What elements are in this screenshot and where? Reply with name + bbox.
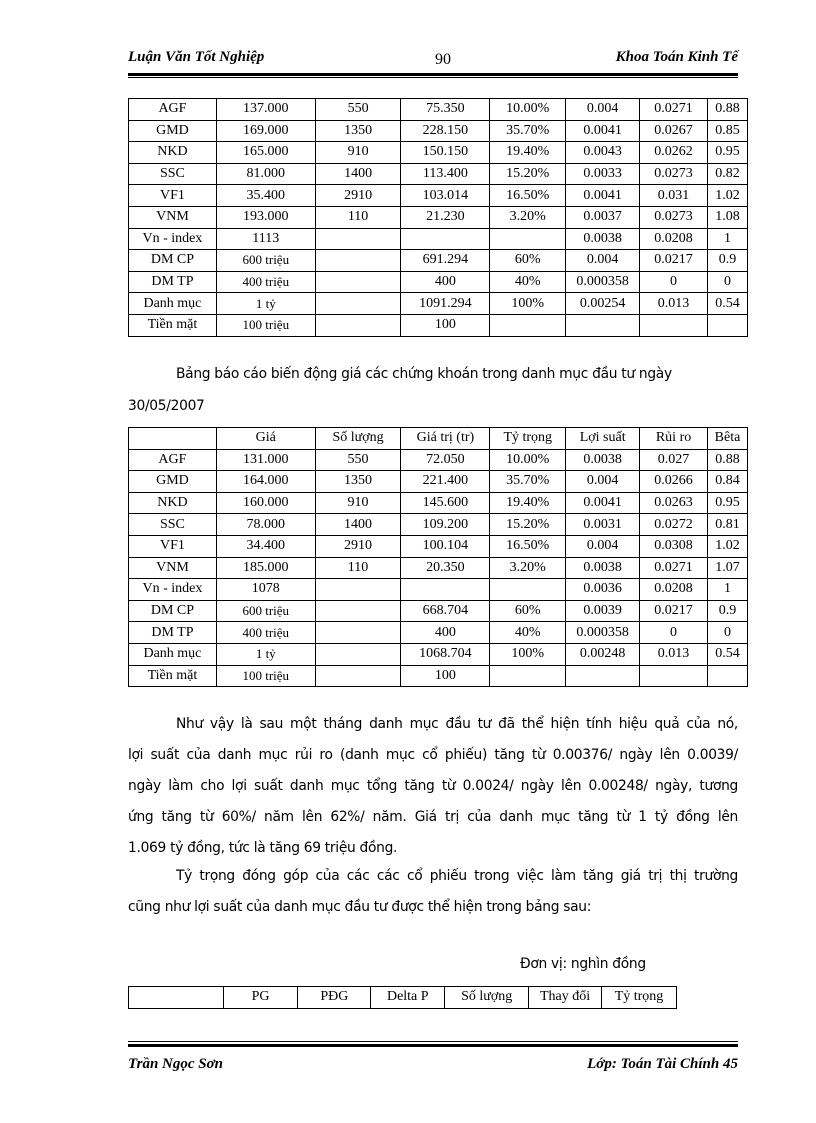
table-cell: Vn - index	[129, 228, 217, 250]
table-cell	[640, 665, 708, 687]
column-header: Tỷ trọng	[490, 428, 566, 450]
table-row	[129, 293, 748, 315]
table-cell: 15.20%	[490, 514, 566, 536]
table-cell: 2910	[315, 535, 401, 557]
table-cell: 400 triệu	[216, 622, 315, 644]
table-cell: 3.20%	[490, 206, 566, 228]
table-cell: VNM	[129, 557, 217, 579]
column-header	[129, 428, 217, 450]
table-cell: 1400	[315, 514, 401, 536]
page-number: 90	[435, 51, 451, 68]
table-cell	[708, 314, 748, 336]
table-cell: 228.150	[401, 120, 490, 142]
table-cell: 0	[640, 622, 708, 644]
table-cell: 0.95	[708, 142, 748, 164]
table-cell: 0.00254	[566, 293, 640, 315]
table-cell: 600 triệu	[216, 600, 315, 622]
table-cell: 0.0271	[640, 99, 708, 121]
table-cell: 668.704	[401, 600, 490, 622]
table-cell: AGF	[129, 449, 217, 471]
table-cell: 0.027	[640, 449, 708, 471]
table-cell: 0.0262	[640, 142, 708, 164]
table-cell: 100%	[490, 643, 566, 665]
table-cell	[315, 228, 401, 250]
table-cell: 0.013	[640, 643, 708, 665]
table-row	[129, 228, 748, 250]
table-cell: 19.40%	[490, 492, 566, 514]
table-cell: 0.0036	[566, 579, 640, 601]
table-row	[129, 622, 748, 644]
column-header: Số lượng	[445, 987, 529, 1009]
table-row	[129, 250, 748, 272]
table-cell	[315, 643, 401, 665]
table-row	[129, 163, 748, 185]
table-row	[129, 120, 748, 142]
table-cell: Tiền mặt	[129, 314, 217, 336]
table-cell: AGF	[129, 99, 217, 121]
table-cell	[490, 665, 566, 687]
table-cell: 0.0039	[566, 600, 640, 622]
table-cell: 19.40%	[490, 142, 566, 164]
table-cell: 600 triệu	[216, 250, 315, 272]
table-cell: 400 triệu	[216, 271, 315, 293]
table2-caption: Bảng báo cáo biến động giá các chứng khoán trong danh mục đầu tư ngày	[176, 366, 672, 382]
table-cell: 910	[315, 492, 401, 514]
table-cell: 16.50%	[490, 535, 566, 557]
table-cell: 35.70%	[490, 471, 566, 493]
table-cell: 1400	[315, 163, 401, 185]
table-cell: 0.0273	[640, 206, 708, 228]
table-cell: 15.20%	[490, 163, 566, 185]
table-cell: 34.400	[216, 535, 315, 557]
table-header-row	[129, 428, 748, 450]
table-cell: 0.0041	[566, 492, 640, 514]
table-cell: 0.004	[566, 535, 640, 557]
table-cell: 1.08	[708, 206, 748, 228]
table-cell: 193.000	[216, 206, 315, 228]
table2-caption-date: 30/05/2007	[128, 398, 205, 414]
table-cell: 150.150	[401, 142, 490, 164]
column-header: Giá	[216, 428, 315, 450]
table-cell: 0.0266	[640, 471, 708, 493]
table-cell	[566, 314, 640, 336]
table-cell: 1	[707, 579, 747, 601]
table-cell	[640, 314, 708, 336]
table-cell: DM CP	[129, 250, 217, 272]
table-cell: 72.050	[401, 449, 490, 471]
table-cell	[315, 293, 401, 315]
table-cell: 0.88	[708, 99, 748, 121]
table-cell: 0.00248	[566, 643, 640, 665]
paragraph-line: cũng như lợi suất của danh mục đầu tư được thể hiện trong bảng sau:	[128, 899, 592, 915]
table-cell: 1350	[315, 471, 401, 493]
table-cell: 0.031	[640, 185, 708, 207]
table-cell	[401, 228, 490, 250]
table-row	[129, 535, 748, 557]
table-cell: 35.70%	[490, 120, 566, 142]
table-cell: 164.000	[216, 471, 315, 493]
page-footer	[128, 1056, 738, 1073]
table-cell: 110	[315, 206, 401, 228]
table-cell: 2910	[315, 185, 401, 207]
table-cell: 10.00%	[490, 99, 566, 121]
table-cell: Danh mục	[129, 293, 217, 315]
footer-rule-thin	[128, 1041, 738, 1042]
contribution-table	[128, 986, 677, 1009]
paragraph-line: ứng tăng từ 60%/ năm lên 62%/ năm. Giá trị của danh mục tăng từ 1 tỷ đồng lên	[128, 809, 738, 825]
table-cell	[490, 579, 566, 601]
table-cell: 0.000358	[566, 622, 640, 644]
table-cell: 910	[315, 142, 401, 164]
table-cell: 81.000	[216, 163, 315, 185]
column-header	[129, 987, 224, 1009]
table-cell: 40%	[490, 622, 566, 644]
table-cell: 103.014	[401, 185, 490, 207]
table-row	[129, 600, 748, 622]
table-cell: 0.0041	[566, 185, 640, 207]
table-row	[129, 185, 748, 207]
table-cell: 137.000	[216, 99, 315, 121]
table-cell: 0.82	[708, 163, 748, 185]
table-cell: 21.230	[401, 206, 490, 228]
table-cell: 0.0037	[566, 206, 640, 228]
table-cell: 60%	[490, 600, 566, 622]
column-header: Tỷ trọng	[602, 987, 677, 1009]
table-cell: 550	[315, 99, 401, 121]
table-cell: 1	[708, 228, 748, 250]
table-cell: 0.000358	[566, 271, 640, 293]
table-cell: GMD	[129, 471, 217, 493]
table-cell: 165.000	[216, 142, 315, 164]
table-cell: 0	[707, 622, 747, 644]
table-cell: 1091.294	[401, 293, 490, 315]
table-cell: 0.9	[708, 250, 748, 272]
table-cell: 1.02	[707, 535, 747, 557]
header-rule	[128, 73, 738, 76]
table-cell: 0.0208	[640, 228, 708, 250]
table-row	[129, 314, 748, 336]
table-cell: 1 tỷ	[216, 643, 315, 665]
table-cell: 0.0041	[566, 120, 640, 142]
table-cell: 75.350	[401, 99, 490, 121]
table-header-row	[129, 987, 677, 1009]
table-cell: 0.0271	[640, 557, 708, 579]
table-cell: 0.0272	[640, 514, 708, 536]
table-cell: 1350	[315, 120, 401, 142]
paragraph-line: ngày làm cho lợi suất danh mục tổng tăng từ 0.0024/ ngày lên 0.00248/ ngày, tương	[128, 778, 738, 794]
table-cell: NKD	[129, 492, 217, 514]
table-cell: 100%	[490, 293, 566, 315]
table-cell: VF1	[129, 185, 217, 207]
table-cell: 0.0273	[640, 163, 708, 185]
header-rule-thin	[128, 77, 738, 78]
table-cell	[315, 314, 401, 336]
table-cell: GMD	[129, 120, 217, 142]
table-cell: 691.294	[401, 250, 490, 272]
table-cell: 60%	[490, 250, 566, 272]
table-cell	[490, 228, 566, 250]
table-cell: 550	[315, 449, 401, 471]
table-cell: NKD	[129, 142, 217, 164]
table-cell: 0.0208	[640, 579, 708, 601]
table-cell: 0.0033	[566, 163, 640, 185]
portfolio-table-30-05-2007	[128, 427, 748, 687]
header-faculty: Khoa Toán Kinh Tế	[615, 49, 738, 65]
table-cell: 1 tỷ	[216, 293, 315, 315]
column-header: Rủi ro	[640, 428, 708, 450]
table-cell: 100	[401, 665, 490, 687]
table-cell: 185.000	[216, 557, 315, 579]
table-cell: 100.104	[401, 535, 490, 557]
column-header: Số lượng	[315, 428, 401, 450]
table-cell: VF1	[129, 535, 217, 557]
unit-note: Đơn vị: nghìn đồng	[520, 956, 646, 972]
table-cell: 0.0217	[640, 600, 708, 622]
footer-class: Lớp: Toán Tài Chính 45	[587, 1056, 738, 1072]
column-header: Delta P	[371, 987, 445, 1009]
table-cell: 0.0038	[566, 449, 640, 471]
table-cell: 0.54	[707, 643, 747, 665]
table-row	[129, 471, 748, 493]
table-row	[129, 492, 748, 514]
table-cell: 0.013	[640, 293, 708, 315]
table-cell: 0.0038	[566, 228, 640, 250]
table-cell: SSC	[129, 163, 217, 185]
table-cell: 1.02	[708, 185, 748, 207]
table-cell: 35.400	[216, 185, 315, 207]
table-cell: 100	[401, 314, 490, 336]
table-row	[129, 557, 748, 579]
table-cell: 1068.704	[401, 643, 490, 665]
table-cell: 1.07	[707, 557, 747, 579]
table-cell: 40%	[490, 271, 566, 293]
table-cell: 0.0038	[566, 557, 640, 579]
table-cell: 1113	[216, 228, 315, 250]
table-cell	[566, 665, 640, 687]
table-row	[129, 99, 748, 121]
table-row	[129, 643, 748, 665]
table-row	[129, 579, 748, 601]
paragraph-line: 1.069 tỷ đồng, tức là tăng 69 triệu đồng.	[128, 840, 398, 856]
table-cell	[315, 579, 401, 601]
table-cell: 113.400	[401, 163, 490, 185]
table-cell: 0.85	[708, 120, 748, 142]
table-cell: 78.000	[216, 514, 315, 536]
table-cell: 0	[640, 271, 708, 293]
table-cell: 0.0043	[566, 142, 640, 164]
table-cell: 0.81	[707, 514, 747, 536]
table-cell: 110	[315, 557, 401, 579]
column-header: PĐG	[298, 987, 371, 1009]
column-header: Thay đổi	[529, 987, 602, 1009]
table-cell: 145.600	[401, 492, 490, 514]
table-cell: 0.84	[707, 471, 747, 493]
table-cell: 16.50%	[490, 185, 566, 207]
table-cell: 0.004	[566, 471, 640, 493]
table-row	[129, 206, 748, 228]
table-row	[129, 142, 748, 164]
page-header	[128, 47, 738, 71]
table-row	[129, 449, 748, 471]
table-cell	[315, 622, 401, 644]
table-cell	[401, 579, 490, 601]
table-cell: 1078	[216, 579, 315, 601]
table-cell: DM TP	[129, 271, 217, 293]
table-cell: 221.400	[401, 471, 490, 493]
table-cell: Vn - index	[129, 579, 217, 601]
paragraph-line: lợi suất của danh mục rủi ro (danh mục cổ phiếu) tăng từ 0.00376/ ngày lên 0.0039/	[128, 747, 738, 763]
table-cell	[315, 250, 401, 272]
column-header: Giá trị (tr)	[401, 428, 490, 450]
table-cell: 0.0031	[566, 514, 640, 536]
table-cell: 0.88	[707, 449, 747, 471]
table-cell: VNM	[129, 206, 217, 228]
table-cell	[315, 665, 401, 687]
table-row	[129, 665, 748, 687]
table-cell: 0.0308	[640, 535, 708, 557]
table-cell: DM TP	[129, 622, 217, 644]
table-row	[129, 271, 748, 293]
column-header: Bêta	[707, 428, 747, 450]
table-cell: 0.0263	[640, 492, 708, 514]
table-cell	[315, 271, 401, 293]
table-cell: DM CP	[129, 600, 217, 622]
table-cell: 0.004	[566, 250, 640, 272]
table-cell: Danh mục	[129, 643, 217, 665]
table-cell: 0.004	[566, 99, 640, 121]
table-cell: 0.95	[707, 492, 747, 514]
table-cell: 160.000	[216, 492, 315, 514]
table-cell: 0.54	[708, 293, 748, 315]
table-cell	[315, 600, 401, 622]
table-cell: 0.0267	[640, 120, 708, 142]
table-cell: 400	[401, 271, 490, 293]
table-cell	[490, 314, 566, 336]
column-header: Lợi suất	[566, 428, 640, 450]
table-cell: 400	[401, 622, 490, 644]
table-cell: 20.350	[401, 557, 490, 579]
footer-author: Trần Ngọc Sơn	[128, 1056, 224, 1072]
table-cell: 100 triệu	[216, 665, 315, 687]
table-cell: 131.000	[216, 449, 315, 471]
table-cell: 0.0217	[640, 250, 708, 272]
table-cell: 0	[708, 271, 748, 293]
table-row	[129, 514, 748, 536]
portfolio-table-previous	[128, 98, 748, 337]
table-cell: 100 triệu	[216, 314, 315, 336]
table-cell: 109.200	[401, 514, 490, 536]
table-cell: 0.9	[707, 600, 747, 622]
header-thesis-title: Luận Văn Tốt Nghiệp	[128, 49, 265, 65]
table-cell: 10.00%	[490, 449, 566, 471]
table-cell: SSC	[129, 514, 217, 536]
table-cell: Tiền mặt	[129, 665, 217, 687]
paragraph-line: Như vậy là sau một tháng danh mục đầu tư đã thể hiện tính hiệu quả của nó,	[176, 716, 738, 732]
table-cell: 3.20%	[490, 557, 566, 579]
paragraph-line: Tỷ trọng đóng góp của các các cổ phiếu trong việc làm tăng giá trị thị trường	[176, 868, 738, 884]
column-header: PG	[223, 987, 298, 1009]
table-cell	[707, 665, 747, 687]
table-cell: 169.000	[216, 120, 315, 142]
footer-rule	[128, 1044, 738, 1047]
